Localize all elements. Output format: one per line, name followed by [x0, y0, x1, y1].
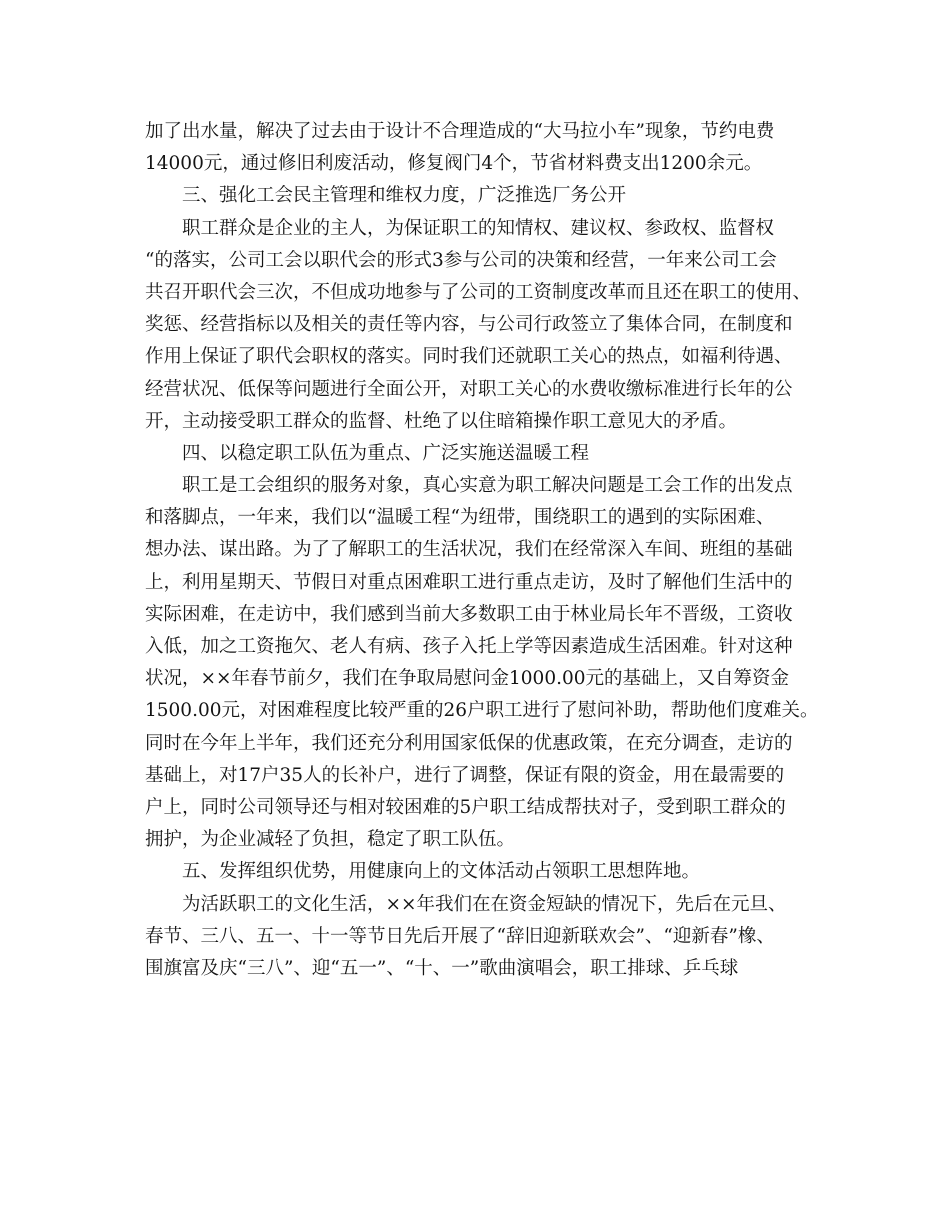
text-line: 奖惩、经营指标以及相关的责任等内容，与公司行政签立了集体合同，在制度和 [145, 314, 793, 336]
text-line: 春节、三八、五一、十一等节日先后开展了“辞旧迎新联欢会”、“迎新春”橡、 [145, 925, 775, 947]
text-line: 状况，××年春节前夕，我们在争取局慰问金1000.00元的基础上，又自筹资金 [145, 668, 790, 690]
text-line: 实际困难，在走访中，我们感到当前大多数职工由于林业局长年不晋级，工资收 [145, 603, 793, 625]
text-line: 三、强化工会民主管理和维权力度，广泛推选厂务公开 [182, 185, 627, 207]
text-line: 同时在今年上半年，我们还充分利用国家低保的优惠政策，在充分调查，走访的 [145, 732, 793, 754]
text-line: 经营状况、低保等问题进行全面公开，对职工关心的水费收缴标准进行长年的公 [145, 378, 793, 400]
text-line: 作用上保证了职代会职权的落实。同时我们还就职工关心的热点，如福利待遇、 [145, 346, 793, 368]
text-line: 14000元，通过修旧利废活动，修复阀门4个，节省材料费支出1200余元。 [145, 153, 763, 175]
text-line: 共召开职代会三次，不但成功地参与了公司的工资制度改革而且还在职工的使用、 [145, 281, 812, 303]
document-body [145, 116, 819, 985]
text-line: 四、以稳定职工队伍为重点、广泛实施送温暖工程 [182, 442, 590, 464]
text-line: “的落实，公司工会以职代会的形式3参与公司的决策和经营，一年来公司工会 [145, 249, 777, 271]
text-line: 1500.00元，对困难程度比较严重的26户职工进行了慰问补助，帮助他们度难关。 [145, 700, 819, 722]
text-line: 和落脚点，一年来，我们以“温暖工程“为纽带，围绕职工的遇到的实际困难、 [145, 507, 775, 529]
text-line: 基础上，对17户35人的长补户，进行了调整，保证有限的资金，用在最需要的 [145, 764, 785, 786]
text-line: 职工群众是企业的主人，为保证职工的知情权、建议权、参政权、监督权 [182, 217, 775, 239]
text-line: 围旗富及庆“三八”、迎“五一”、“十、一”歌曲演唱会，职工排球、乒乓球 [145, 957, 739, 979]
text-line: 拥护，为企业减轻了负担，稳定了职工队伍。 [145, 829, 516, 851]
text-line: 上，利用星期天、节假日对重点困难职工进行重点走访，及时了解他们生活中的 [145, 571, 793, 593]
text-line: 想办法、谋出路。为了了解职工的生活状况，我们在经常深入车间、班组的基础 [145, 539, 793, 561]
text-line: 开，主动接受职工群众的监督、杜绝了以住暗箱操作职工意见大的矛盾。 [145, 410, 738, 432]
text-line: 为活跃职工的文化生活，××年我们在在资金短缺的情况下，先后在元旦、 [182, 893, 787, 915]
text-line: 职工是工会组织的服务对象，真心实意为职工解决问题是工会工作的出发点 [182, 475, 793, 497]
text-line: 户上，同时公司领导还与相对较困难的5户职工结成帮扶对子，受到职工群众的 [145, 796, 786, 818]
text-line: 加了出水量，解决了过去由于设计不合理造成的“大马拉小车”现象，节约电费 [145, 121, 775, 142]
text-line: 五、发挥组织优势，用健康向上的文体活动占领职工思想阵地。 [182, 861, 701, 883]
text-line: 入低，加之工资拖欠、老人有病、孩子入托上学等因素造成生活困难。针对这种 [145, 636, 793, 657]
